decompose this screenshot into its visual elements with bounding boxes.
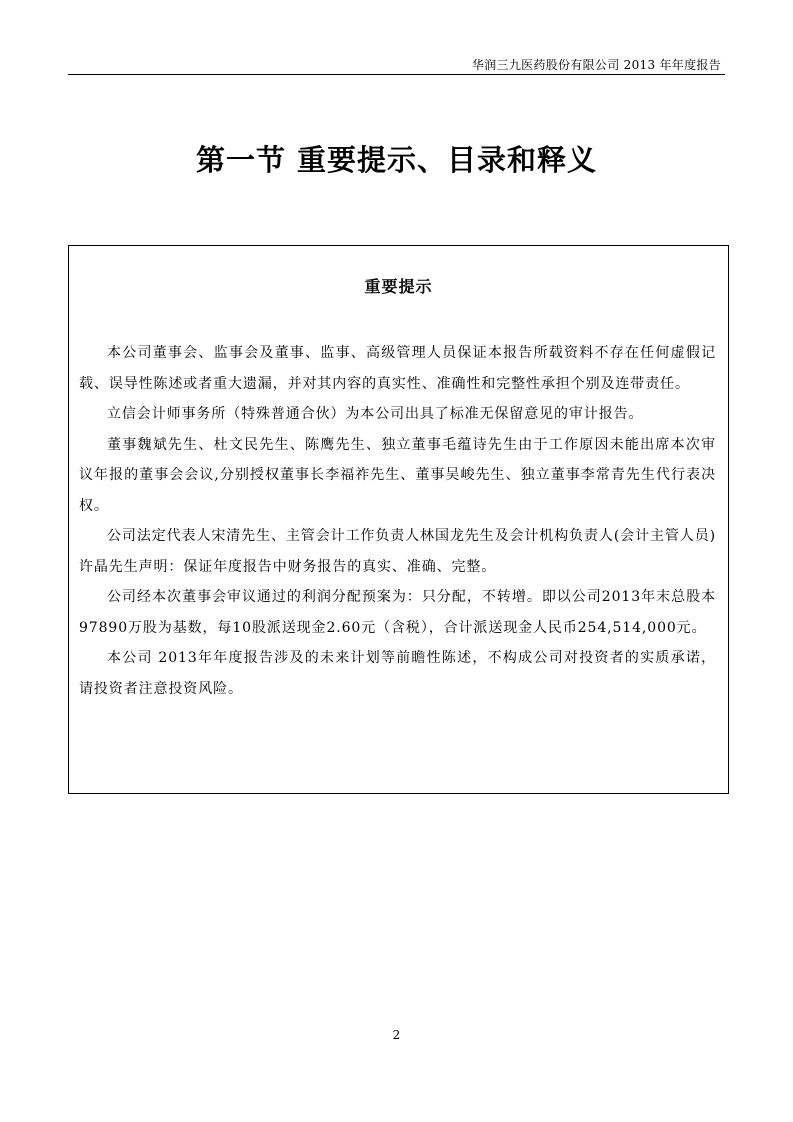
- notice-paragraph-risk-warning: 本公司 2013年年度报告涉及的未来计划等前瞻性陈述，不构成公司对投资者的实质承诺，请投资者注意投资风险。: [79, 650, 716, 697]
- notice-paragraph-financial-declaration: 公司法定代表人宋清先生、主管会计工作负责人林国龙先生及会计机构负责人(会计主管人员) 许晶先生声明：保证年度报告中财务报告的真实、准确、完整。: [79, 528, 716, 575]
- notice-paragraph-profit-distribution: 公司经本次董事会审议通过的利润分配预案为：只分配，不转增。即以公司2013年末总股本97890万股为基数，每10股派送现金2.60元（含税），合计派送现金人民币254,514,000元。: [79, 589, 716, 636]
- notice-paragraph-audit: 立信会计师事务所（特殊普通合伙）为本公司出具了标准无保留意见的审计报告。: [107, 406, 644, 422]
- notice-paragraph-proxy-voting: 董事魏斌先生、杜文民先生、陈鹰先生、独立董事毛蕴诗先生由于工作原因未能出席本次审议年报的董事会会议,分别授权董事长李福祚先生、董事吴峻先生、独立董事李常青先生代行表决权。: [79, 436, 716, 514]
- notice-heading: 重要提示: [364, 277, 433, 296]
- important-notice-box: [68, 245, 729, 794]
- header-divider: [68, 74, 725, 75]
- section-title: 第一节 重要提示、目录和释义: [195, 143, 598, 177]
- page-number: 2: [392, 1028, 401, 1042]
- notice-body: [79, 338, 716, 704]
- running-header: 华润三九医药股份有限公司 2013 年年度报告: [471, 58, 721, 72]
- notice-paragraph-responsibility: 本公司董事会、监事会及董事、监事、高级管理人员保证本报告所载资料不存在任何虚假记载、误导性陈述或者重大遗漏，并对其内容的真实性、准确性和完整性承担个别及连带责任。: [79, 345, 716, 392]
